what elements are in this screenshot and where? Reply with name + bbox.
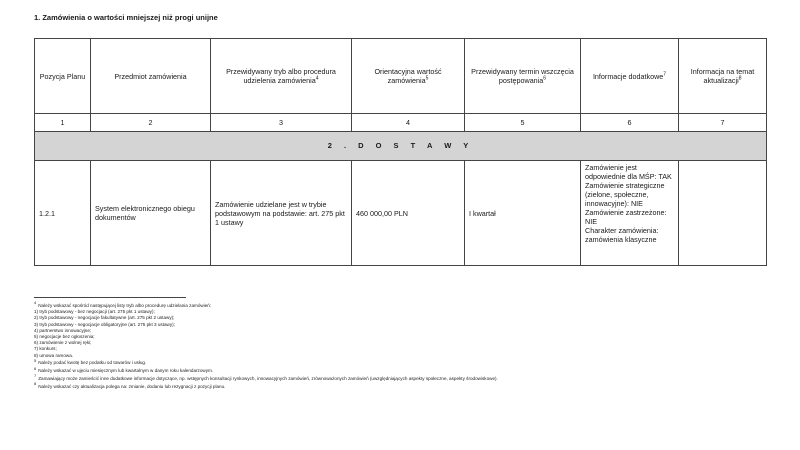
- column-number: 2: [91, 114, 211, 132]
- footnote-item: 4) partnerstwo innowacyjne;: [34, 327, 92, 333]
- header-value: Orientacyjna wartość zamówienia$^5$: [352, 39, 465, 114]
- header-row: [35, 39, 767, 114]
- footnote-8: 8Należy wskazać czy aktualizacja polega na: zmianie, dodaniu lub rezygnacji z pozycji planu.: [34, 381, 226, 389]
- column-number: 1: [35, 114, 91, 132]
- header-subject: Przedmiot zamówienia: [91, 39, 211, 114]
- header-position: Pozycja Planu: [35, 39, 91, 114]
- header-term: Przewidywany termin wszczęcia postępowania$^6$: [465, 39, 581, 114]
- footnote-item: 7) konkurs;: [34, 346, 57, 352]
- footnote-5: 5Należy podać kwotę bez podatku od towarów i usług.: [34, 357, 147, 366]
- footnote-item: 8) umowa ramowa.: [34, 352, 74, 358]
- header-mode: Przewidywany tryb albo procedura udzielenia zamówienia$^4$: [211, 39, 352, 114]
- column-number-row: [35, 114, 767, 132]
- footnote-7: 7Zamawiający może zamieścić inne dodatkowe informacje dotyczące, np. wstępnych konsultacji rynkowych, innowacyjnych zamówień, zrównoważonych zamówień (uwzględniających aspekty społeczne, aspekty środowiskowe).: [34, 373, 498, 382]
- page-title: 1. Zamówienia o wartości mniejszej niż progi unijne: [34, 13, 218, 22]
- footnote-6: 6Należy wskazać w ujęciu miesięcznym lub kwartalnym w danym roku kalendarzowym.: [34, 365, 214, 374]
- section-label: 2 . D O S T A W Y: [327, 141, 474, 151]
- footnote-separator: [34, 297, 186, 298]
- footnote-item: 5) negocjacje bez ogłoszenia;: [34, 334, 95, 340]
- cell-subject: System elektronicznego obiegu dokumentów: [91, 161, 211, 266]
- column-number: 5: [465, 114, 581, 132]
- table-row: [35, 161, 767, 266]
- footnote-item: 6) zamówienie z wolnej ręki;: [34, 340, 92, 346]
- cell-term: I kwartał: [465, 161, 581, 266]
- footnote-4: 4Należy wskazać spośród następującej listy tryb albo procedurę udzielania zamówień: 1) tryb podstawowy - bez negocjacji (art. 275 pkt 1 ustawy); 2) tryb podstawowy - negocjacje fakultatywne (art. 275 pkt 2 ustawy); 3) tryb podstawowy - negocjacje obligatoryjne (art. 275 pkt 3 ustawy); 4) partnerstwo innowacyjne; 5) negocjacje bez ogłoszenia; 6) zamówienie z wolnej ręki; 7) konkurs; 8) umowa ramowa.: [34, 303, 774, 359]
- column-number: 6: [581, 114, 679, 132]
- cell-update-info: [679, 161, 767, 266]
- cell-value: 460 000,00 PLN: [352, 161, 465, 266]
- header-update-info: Informacja na temat aktualizacji$^8$: [679, 39, 767, 114]
- column-number: 4: [352, 114, 465, 132]
- cell-mode: Zamówienie udzielane jest w trybie podstawowym na podstawie: art. 275 pkt 1 ustawy: [211, 161, 352, 266]
- header-additional-info: Informacje dodatkowe$^7$: [581, 39, 679, 114]
- footnote-item: 1) tryb podstawowy - bez negocjacji (art. 275 pkt 1 ustawy);: [34, 309, 155, 315]
- footnote-item: 2) tryb podstawowy - negocjacje fakultatywne (art. 275 pkt 2 ustawy);: [34, 315, 175, 321]
- column-number: 7: [679, 114, 767, 132]
- footnotes: [34, 300, 774, 392]
- section-heading: [35, 132, 767, 161]
- column-number: 3: [211, 114, 352, 132]
- procurement-plan-table: [34, 38, 767, 266]
- cell-position: 1.2.1: [35, 161, 91, 266]
- footnote-item: 3) tryb podstawowy - negocjacje obligatoryjne (art. 275 pkt 3 ustawy);: [34, 321, 175, 327]
- cell-additional-info: Zamówienie jest odpowiednie dla MŚP: TAK Zamówienie strategiczne (zielone, społeczne, innowacyjne): NIE Zamówienie zastrzeżone: NIE Charakter zamówienia: zamówienia klasyczne: [581, 161, 679, 266]
- section-row: [35, 132, 767, 161]
